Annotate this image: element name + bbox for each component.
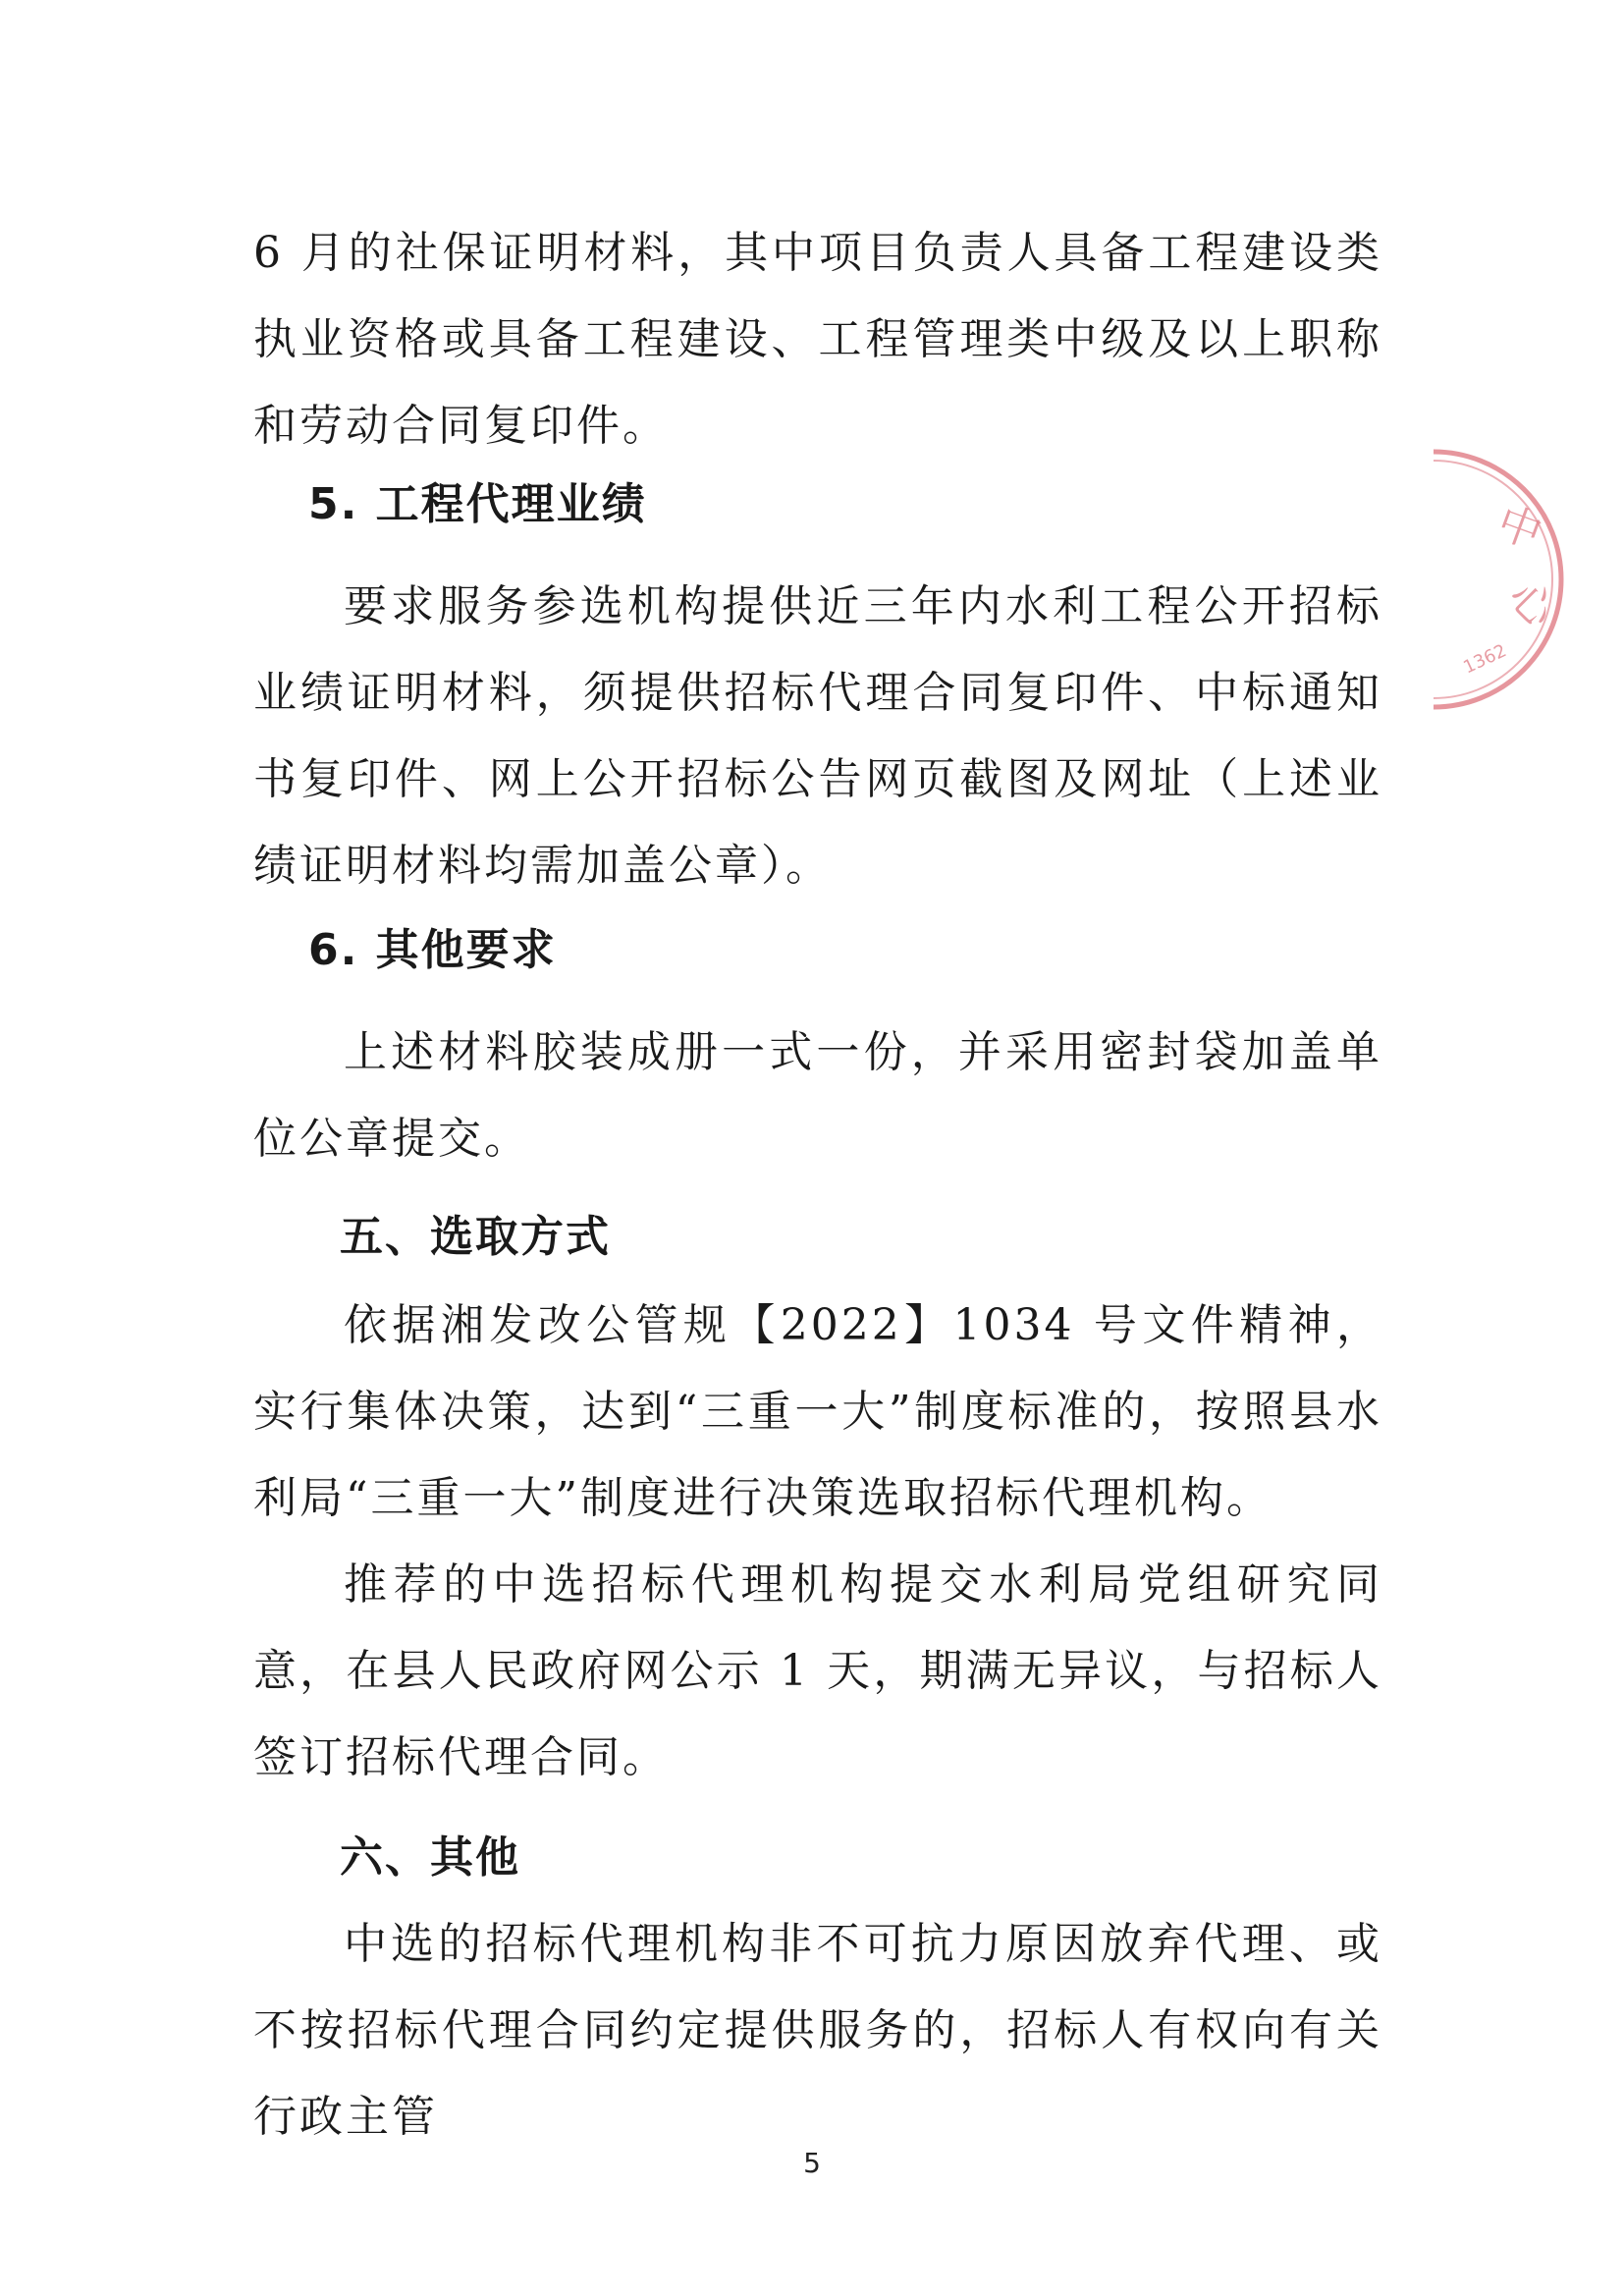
seal-icon — [1434, 432, 1624, 727]
paragraph-publicity — [253, 1542, 1382, 1801]
paragraph-text: 中选的招标代理机构非不可抗力原因放弃代理、或不按招标代理合同约定提供服务的，招标人有权向有关行政主管 — [253, 1919, 1382, 2142]
svg-text:心: 心 — [1498, 571, 1565, 637]
section-heading: 五、选取方式 — [340, 1212, 611, 1262]
paragraph-social-security — [253, 210, 1382, 469]
paragraph-text: 推荐的中选招标代理机构提交水利局党组研究同意，在县人民政府网公示 1 天，期满无异议，与招标人签订招标代理合同。 — [253, 1559, 1382, 1782]
heading-selection-method — [253, 1208, 1382, 1267]
heading-other — [253, 1829, 1382, 1887]
heading-agency-performance — [253, 475, 1382, 534]
paragraph-text: 上述材料胶装成册一式一份，并采用密封袋加盖单位公章提交。 — [253, 1027, 1382, 1164]
section-heading: 6. 其他要求 — [308, 925, 557, 975]
section-heading: 5. 工程代理业绩 — [308, 479, 647, 529]
paragraph-selection-basis — [253, 1283, 1382, 1542]
paragraph-text: 6 月的社保证明材料，其中项目负责人具备工程建设类执业资格或具备工程建设、工程管理类中级及以上职称和劳动合同复印件。 — [253, 228, 1382, 451]
svg-text:1362: 1362 — [1460, 640, 1510, 679]
paragraph-text: 要求服务参选机构提供近三年内水利工程公开招标业绩证明材料，须提供招标代理合同复印件、中标通知书复印件、网上公开招标公告网页截图及网址（上述业绩证明材料均需加盖公章）。 — [253, 581, 1382, 891]
paragraph-binding-submission — [253, 1010, 1382, 1182]
page-number: 5 — [803, 2147, 821, 2179]
paragraph-abandonment — [253, 1901, 1382, 2160]
official-seal-stamp — [1434, 432, 1624, 727]
paragraph-performance-requirements — [253, 564, 1382, 909]
heading-other-requirements — [253, 921, 1382, 980]
svg-text:中: 中 — [1490, 497, 1549, 560]
paragraph-text: 依据湘发改公管规【2022】1034 号文件精神，实行集体决策，达到“三重一大”制度标准的，按照县水利局“三重一大”制度进行决策选取招标代理机构。 — [253, 1300, 1382, 1523]
section-heading: 六、其他 — [340, 1832, 520, 1883]
